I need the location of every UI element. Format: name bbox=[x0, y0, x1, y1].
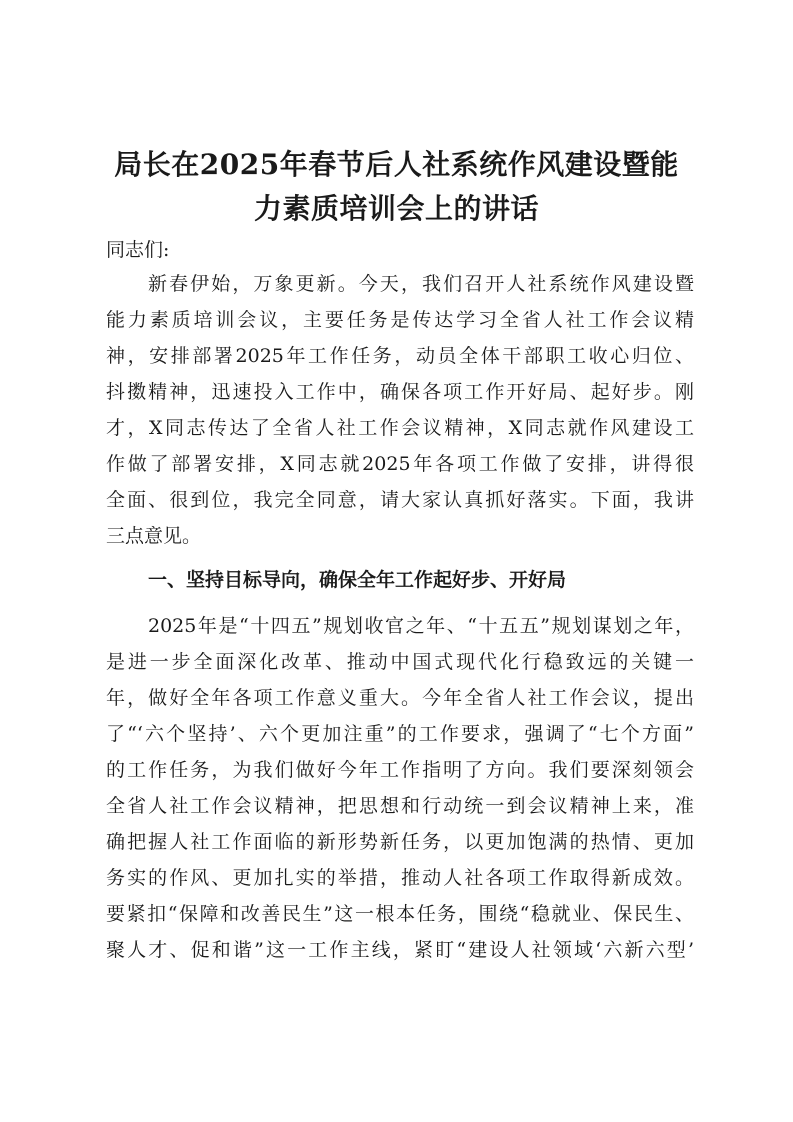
paragraph-line: 能力素质培训会议，主要任务是传达学习全省人社工作会议精 bbox=[106, 309, 694, 331]
paragraph-line: 要紧扣“保障和改善民生”这一根本任务，围绕“稳就业、保民生、 bbox=[106, 903, 694, 925]
salutation: 同志们: bbox=[106, 239, 170, 261]
paragraph-line: 抖擞精神，迅速投入工作中，确保各项工作开好局、起好步。刚 bbox=[106, 381, 694, 403]
paragraph-section-1 bbox=[106, 608, 694, 968]
section-heading-1: 一、坚持目标导向，确保全年工作起好步、开好局 bbox=[148, 569, 567, 591]
title-line-1: 局长在2025年春节后人社系统作风建设暨能 bbox=[114, 148, 679, 181]
paragraph-line: 是进一步全面深化改革、推动中国式现代化行稳致远的关键一 bbox=[106, 651, 694, 673]
paragraph-line: 新春伊始，万象更新。今天，我们召开人社系统作风建设暨 bbox=[148, 273, 694, 295]
paragraph-line: 年，做好全年各项工作意义重大。今年全省人社工作会议，提出 bbox=[106, 687, 694, 709]
paragraph-line: 全面、很到位，我完全同意，请大家认真抓好落实。下面，我讲 bbox=[106, 489, 694, 511]
paragraph-line: 了“‘六个坚持’、六个更加注重”的工作要求，强调了“七个方面” bbox=[106, 723, 694, 745]
paragraph-line: 的工作任务，为我们做好今年工作指明了方向。我们要深刻领会 bbox=[106, 759, 694, 781]
paragraph-line: 作做了部署安排，X同志就2025年各项工作做了安排，讲得很 bbox=[106, 453, 694, 475]
title-line-2: 力素质培训会上的讲话 bbox=[253, 192, 539, 225]
spacer bbox=[106, 600, 694, 608]
paragraph-line: 务实的作风、更加扎实的举措，推动人社各项工作取得新成效。 bbox=[106, 867, 694, 889]
paragraph-line: 才，X同志传达了全省人社工作会议精神，X同志就作风建设工 bbox=[106, 417, 694, 439]
paragraph-line: 三点意见。 bbox=[106, 525, 202, 547]
paragraph-line: 神，安排部署2025年工作任务，动员全体干部职工收心归位、 bbox=[106, 345, 694, 367]
paragraph-line: 聚人才、促和谐”这一工作主线，紧盯“建设人社领域‘六新六型’ bbox=[106, 939, 694, 961]
paragraph-opening bbox=[106, 266, 694, 554]
paragraph-line: 确把握人社工作面临的新形势新任务，以更加饱满的热情、更加 bbox=[106, 831, 694, 853]
paragraph-line: 全省人社工作会议精神，把思想和行动统一到会议精神上来，准 bbox=[106, 795, 694, 817]
paragraph-line: 2025年是“十四五”规划收官之年、“十五五”规划谋划之年， bbox=[148, 615, 694, 637]
document-title bbox=[100, 143, 693, 231]
document-body bbox=[106, 232, 694, 968]
